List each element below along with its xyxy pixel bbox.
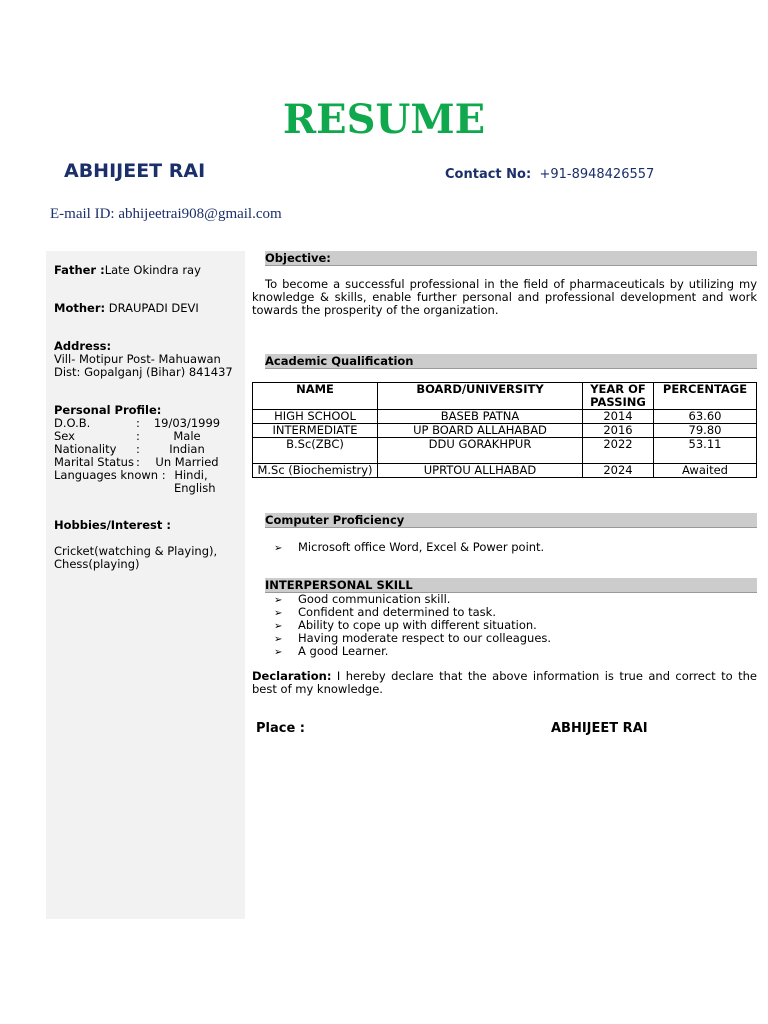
hobbies-block: [54, 519, 217, 571]
interpersonal-heading: INTERPERSONAL SKILL: [265, 578, 757, 593]
bullet-arrow-icon: ➢: [274, 608, 283, 619]
contact-info: [445, 167, 654, 182]
mother-label: Mother:: [54, 301, 106, 315]
computer-heading: Computer Proficiency: [265, 513, 757, 528]
address-label: Address:: [54, 339, 112, 353]
list-item: ➢ Good communication skill.: [274, 592, 451, 606]
table-header-row: [253, 383, 757, 410]
bullet-arrow-icon: ➢: [274, 543, 283, 554]
resume-title: RESUME: [282, 96, 486, 143]
academic-heading: Academic Qualification: [265, 354, 757, 369]
hobbies-label: Hobbies/Interest :: [54, 518, 171, 532]
profile-row: D.O.B. : 19/03/1999: [54, 416, 221, 430]
email-info: [50, 206, 282, 223]
profile-row: English: [174, 481, 216, 495]
column-header: PERCENTAGE: [654, 383, 757, 410]
declaration-label: Declaration:: [252, 669, 332, 683]
email-label: E-mail ID:: [50, 206, 115, 222]
list-item: ➢ Having moderate respect to our colleagues.: [274, 631, 552, 645]
declaration-text: I hereby declare that the above information is true and correct to the best of my knowledge.: [252, 669, 757, 696]
list-item: ➢ A good Learner.: [274, 644, 389, 658]
academic-table: [252, 382, 757, 478]
bullet-arrow-icon: ➢: [274, 595, 283, 606]
contact-number: +91-8948426557: [539, 167, 655, 182]
candidate-name: ABHIJEET RAI: [64, 160, 206, 182]
place-label: Place :: [256, 721, 306, 736]
mother-info: [54, 302, 199, 315]
profile-row: Languages known : Hindi,: [54, 468, 208, 482]
father-value: Late Okindra ray: [104, 263, 201, 277]
profile-row: Nationality : Indian: [54, 442, 205, 456]
bullet-arrow-icon: ➢: [274, 647, 283, 658]
father-info: [54, 264, 201, 277]
table-row: B.Sc(ZBC) DDU GORAKHPUR 2022 53.11: [253, 438, 757, 464]
address-line: Dist: Gopalganj (Bihar) 841437: [54, 365, 233, 379]
address-line: Vill- Motipur Post- Mahuawan: [54, 352, 221, 366]
table-row: INTERMEDIATE UP BOARD ALLAHABAD 2016 79.80: [253, 424, 757, 438]
list-item: ➢ Ability to cope up with different situation.: [274, 618, 537, 632]
personal-profile-label: Personal Profile:: [54, 403, 162, 417]
personal-profile: [54, 404, 222, 495]
hobbies-line: Cricket(watching & Playing),: [54, 544, 218, 558]
address-block: [54, 340, 233, 379]
profile-row: Marital Status : Un Married: [54, 455, 219, 469]
table-row: HIGH SCHOOL BASEB PATNA 2014 63.60: [253, 410, 757, 424]
signature-name: ABHIJEET RAI: [551, 721, 648, 736]
email-address[interactable]: abhijeetrai908@gmail.com: [118, 206, 282, 222]
list-item: ➢ Microsoft office Word, Excel & Power point.: [274, 540, 545, 554]
father-label: Father :: [54, 263, 105, 277]
objective-text: To become a successful professional in the field of pharmaceuticals by utilizing my knowledge & skills, enable further personal and professional development and work towards the prosperity of the organization.: [252, 277, 757, 317]
list-item: ➢ Confident and determined to task.: [274, 605, 496, 619]
bullet-arrow-icon: ➢: [274, 621, 283, 632]
objective-heading: Objective:: [265, 251, 757, 266]
column-header: NAME: [253, 383, 378, 410]
contact-label: Contact No:: [445, 167, 532, 182]
hobbies-line: Chess(playing): [54, 557, 140, 571]
table-row: M.Sc (Biochemistry) UPRTOU ALLHABAD 2024 Awaited: [253, 464, 757, 478]
declaration: [252, 670, 757, 696]
profile-row: Sex : Male: [54, 429, 201, 443]
column-header: YEAR OF PASSING: [583, 383, 654, 410]
column-header: BOARD/UNIVERSITY: [378, 383, 583, 410]
bullet-arrow-icon: ➢: [274, 634, 283, 645]
mother-value: DRAUPADI DEVI: [108, 301, 199, 315]
